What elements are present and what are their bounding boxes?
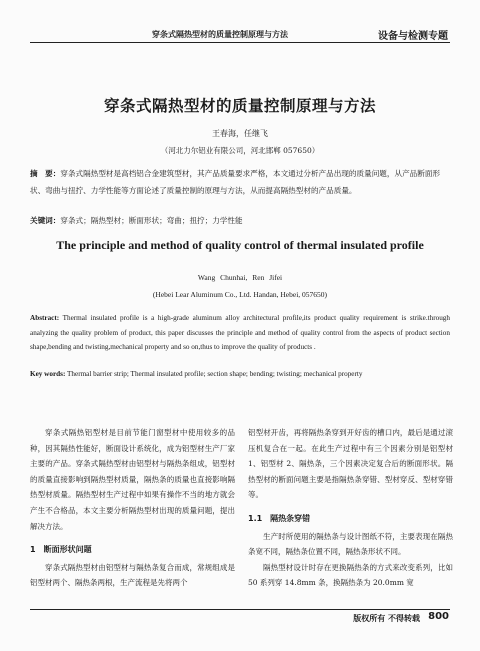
body-paragraph: 穿条式隔热型材由铝型材与隔热条复合而成，常规组成是铝型材两个、隔热条两根，生产流程是先将两个: [30, 562, 235, 588]
body-paragraph: 穿条式隔热铝型材是目前节能门窗型材中使用较多的品种，因其隔热性能好，断面设计系统化，成为铝型材生产厂家主要的产品。穿条式隔热型材由铝型材与隔热条组成，铝型材的质量直接影响到隔热型材质量，隔热条的质量也直接影响隔热型材质量。隔热型材生产过程中如果有操作不当的地方就会产生不合格品，本文主要分析隔热型材出现的质量问题，提出解决方法。: [30, 428, 235, 531]
page-header: [0, 0, 480, 44]
section-heading: 1 断面形状问题: [30, 545, 92, 555]
paper-title-en: The principle and method of quality control of thermal insulated profile: [56, 238, 424, 252]
body-column-right: [248, 425, 453, 591]
abstract-zh-text: 穿条式隔热型材是高档铝合金建筑型材，其产品质量要求严格，本文通过分析产品出现的质量问题，从产品断面形状、弯曲与扭拧、力学性能等方面论述了质量控制的原理与方法，从而提高隔热型材的产品质量。: [30, 169, 441, 195]
abstract-en-text: Thermal insulated profile is a high-grade aluminum alloy architectural profile,its product quality requirement is strike.through analyzing the quality problem of product, this paper discusses the principle and method of quality control from the aspects of product section shape,bending and twisting,mechanical property and so on,thus to improve the quality of products .: [30, 314, 450, 352]
page-number: 800: [428, 611, 449, 622]
keywords-zh-text: 穿条式；隔热型材；断面形状；弯曲；扭拧；力学性能: [60, 216, 243, 225]
affiliation-zh: （河北力尔铝业有限公司，河北邯郸 057650）: [160, 146, 320, 155]
abstract-zh-label: 摘 要：: [30, 169, 61, 178]
abstract-zh: [30, 166, 450, 199]
keywords-zh: [30, 215, 450, 227]
authors-zh: 王春海，任继飞: [212, 129, 268, 138]
section-label: 设备与检测专题: [378, 31, 448, 42]
authors-en: Wang Chunhai, Ren Jifei: [197, 273, 283, 282]
keywords-en-label: Key words:: [30, 370, 66, 378]
body-paragraph: 隔热型材设计时存在更换隔热条的方式来改变系列，比如 50 系列穿 14.8mm 条，换隔热条为 20.0mm 宽: [248, 562, 453, 588]
abstract-en: [30, 311, 450, 355]
keywords-en: [30, 369, 450, 379]
body-paragraph: 生产时所使用的隔热条与设计图纸不符，主要表现在隔热条宽不同，隔热条位置不同，隔热条形状不同。: [248, 531, 453, 557]
header-rule: [30, 42, 450, 43]
affiliation-en: (Hebei Lear Aluminum Co., Ltd. Handan, Hebei, 057650): [152, 290, 328, 299]
body-column-left: [30, 425, 235, 591]
keywords-en-text: Thermal barrier strip; Thermal insulated profile; section shape; bending; twisting; mechanical property: [67, 370, 363, 378]
body-paragraph: 铝型材开齿，再将隔热条穿到开好齿的槽口内，最后是通过滚压机复合在一起。在此生产过程中有三个因素分别是铝型材 1、铝型材 2、隔热条，三个因素决定复合后的断面形状。隔热型材的断面问题主要是指隔热条穿错、型材穿反、型材穿错等。: [248, 428, 453, 500]
copyright-notice: 版权所有 不得转载: [353, 614, 420, 623]
running-title: 穿条式隔热型材的质量控制原理与方法: [152, 30, 288, 39]
paper-title-zh: 穿条式隔热型材的质量控制原理与方法: [103, 97, 376, 115]
subsection-heading: 1.1 隔热条穿错: [248, 513, 311, 523]
keywords-zh-label: 关键词：: [30, 216, 61, 225]
footer-rule: [30, 609, 450, 610]
abstract-en-label: Abstract:: [30, 314, 60, 322]
